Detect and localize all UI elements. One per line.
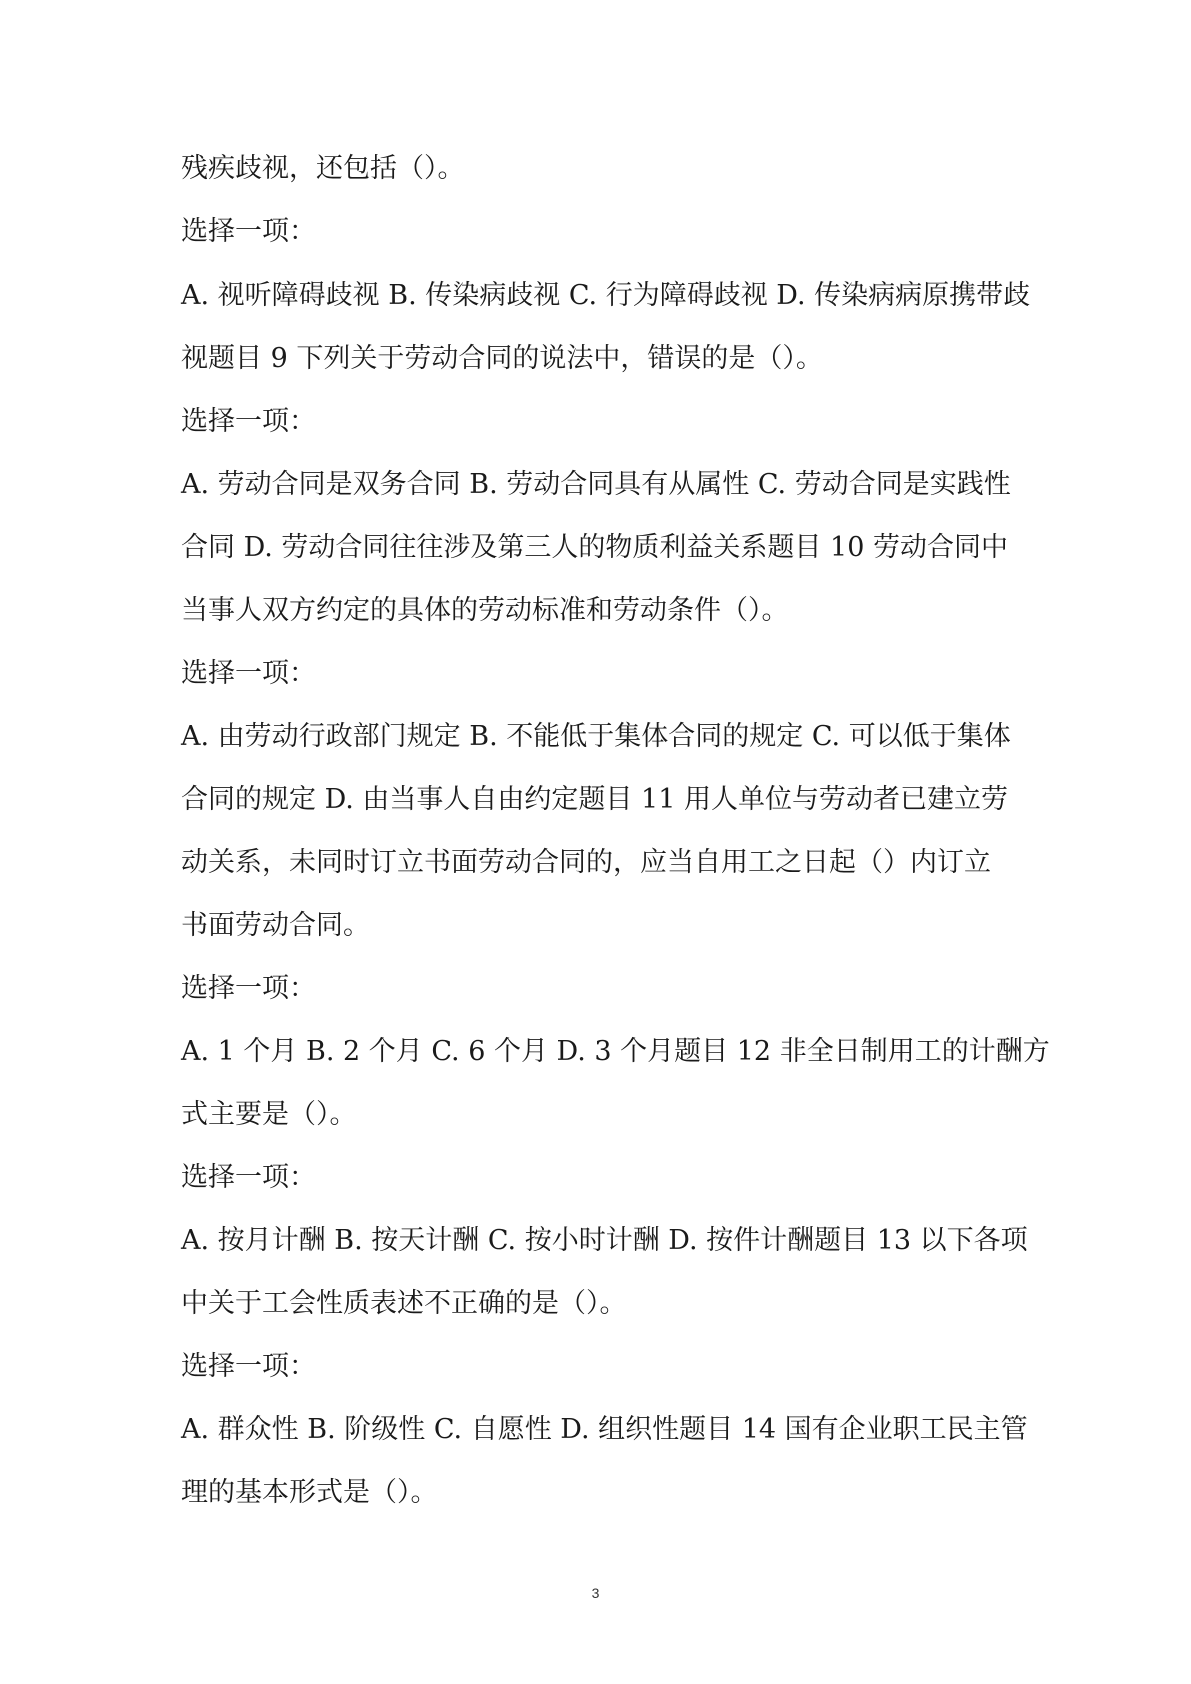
text-line-2: 选择一项：: [181, 216, 316, 247]
text-line-19: 中关于工会性质表述不正确的是（）。: [181, 1288, 627, 1319]
text-line-13: 书面劳动合同。: [181, 910, 370, 941]
text-line-5: 选择一项：: [181, 406, 316, 437]
text-line-1: 残疾歧视，还包括（）。: [181, 153, 465, 184]
page-number: 3: [591, 1585, 600, 1601]
text-line-21: A. 群众性 B. 阶级性 C. 自愿性 D. 组织性题目 14 国有企业职工民主管: [181, 1414, 1028, 1445]
text-line-11: 合同的规定 D. 由当事人自由约定题目 11 用人单位与劳动者已建立劳: [181, 784, 1008, 815]
text-line-7: 合同 D. 劳动合同往往涉及第三人的物质利益关系题目 10 劳动合同中: [181, 532, 1008, 563]
text-line-3: A. 视听障碍歧视 B. 传染病歧视 C. 行为障碍歧视 D. 传染病病原携带歧: [181, 280, 1031, 311]
text-line-12: 动关系，未同时订立书面劳动合同的，应当自用工之日起（）内订立: [181, 847, 991, 878]
text-line-20: 选择一项：: [181, 1351, 316, 1382]
text-line-16: 式主要是（）。: [181, 1099, 357, 1130]
text-line-4: 视题目 9 下列关于劳动合同的说法中，错误的是（）。: [181, 343, 823, 374]
text-line-10: A. 由劳动行政部门规定 B. 不能低于集体合同的规定 C. 可以低于集体: [181, 721, 1011, 752]
text-line-14: 选择一项：: [181, 973, 316, 1004]
text-line-22: 理的基本形式是（）。: [181, 1477, 438, 1508]
text-line-15: A. 1 个月 B. 2 个月 C. 6 个月 D. 3 个月题目 12 非全日制用工的计酬方: [181, 1036, 1050, 1067]
text-line-18: A. 按月计酬 B. 按天计酬 C. 按小时计酬 D. 按件计酬题目 13 以下各项: [181, 1225, 1028, 1256]
text-line-6: A. 劳动合同是双务合同 B. 劳动合同具有从属性 C. 劳动合同是实践性: [181, 469, 1011, 500]
text-line-9: 选择一项：: [181, 658, 316, 689]
text-line-17: 选择一项：: [181, 1162, 316, 1193]
text-line-8: 当事人双方约定的具体的劳动标准和劳动条件（）。: [181, 595, 789, 626]
